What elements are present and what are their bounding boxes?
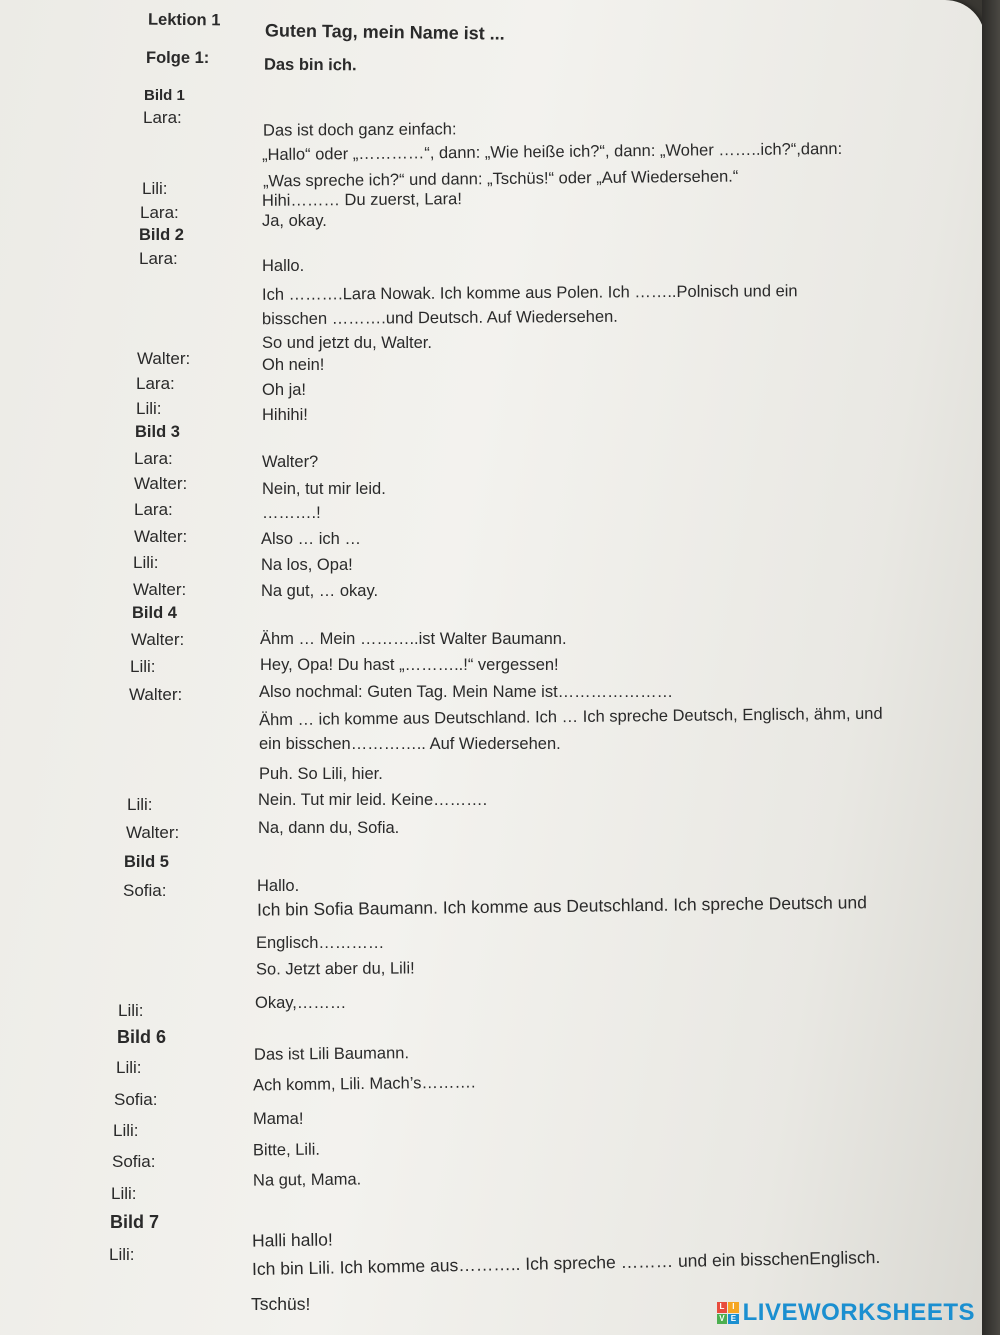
dialogue-line: Walter? [262,453,319,471]
dialogue-line: Das ist Lili Baumann. [253,1044,410,1064]
liveworksheets-logo-icon [717,1302,739,1324]
speaker-label: Walter: [137,349,191,368]
speaker-label: Lili: [118,1001,144,1020]
dialogue-line: Hihi……… Du zuerst, Lara! [261,190,462,210]
dialogue-line: Also nochmal: Guten Tag. Mein Name ist………………… [259,683,674,701]
dialogue-line: Nein. Tut mir leid. Keine………. [258,791,488,809]
dialogue-line: „Was spreche ich?“ und dann: „Tschüs!“ oder „Auf Wiedersehen.“ [262,167,739,191]
lektion-label: Lektion 1 [147,10,221,30]
dialogue-line: „Hallo“ oder „…………“, dann: „Wie heiße ich?“, dann: „Woher ……..ich?“,dann: [261,139,843,165]
dialogue-line: Ich bin Lili. Ich komme aus……….. Ich spreche ……… und ein bisschenEnglisch. [251,1246,881,1280]
dialogue-line: Puh. So Lili, hier. [259,765,383,783]
dialogue-line: Ach komm, Lili. Mach’s………. [252,1073,476,1095]
bild-7-heading: Bild 7 [110,1212,160,1232]
dialogue-line: Ich bin Sofia Baumann. Ich komme aus Deutschland. Ich spreche Deutsch und [256,892,868,920]
dialogue-line: Hey, Opa! Du hast „………..!“ vergessen! [260,656,559,674]
speaker-label: Lara: [136,374,175,393]
folge-label: Folge 1: [146,49,210,67]
speaker-label: Lili: [142,179,168,198]
logo-letter: V [717,1314,728,1325]
dialogue-line: Ich ……….Lara Nowak. Ich komme aus Polen. Ich ……..Polnisch und ein [261,282,798,304]
logo-letter: E [728,1314,739,1325]
dialogue-line: Nein, tut mir leid. [262,480,386,498]
bild-4-heading: Bild 4 [132,604,177,622]
dialogue-line: Das ist doch ganz einfach: [262,120,457,140]
speaker-label: Walter: [134,527,188,546]
speaker-label: Lili: [116,1058,142,1077]
dialogue-line: Ähm … ich komme aus Deutschland. Ich … Ich spreche Deutsch, Englisch, ähm, und [258,704,883,730]
dialogue-line: bisschen ……….und Deutsch. Auf Wiedersehen. [261,307,618,329]
dialogue-line: Mama! [253,1110,304,1128]
dialogue-line: Bitte, Lili. [252,1140,321,1160]
dialogue-line: Ja, okay. [262,212,327,230]
dialogue-line: Ähm … Mein ………..ist Walter Baumann. [260,630,567,648]
dialogue-line: Na gut, Mama. [252,1170,362,1190]
logo-letter: I [728,1302,739,1313]
speaker-label: Lili: [127,795,153,814]
speaker-label: Lili: [113,1121,139,1140]
speaker-label: Lili: [133,553,159,572]
dialogue-line: Hallo. [257,877,300,895]
dialogue-line: Na, dann du, Sofia. [258,819,400,837]
dialogue-line: Oh ja! [262,381,307,399]
dialogue-line: So. Jetzt aber du, Lili! [255,959,415,979]
speaker-label: Lara: [143,108,182,127]
dialogue-line: Hallo. [262,257,305,275]
speaker-label: Walter: [133,580,187,599]
speaker-label: Lili: [136,399,162,418]
dialogue-line: Na los, Opa! [261,556,353,574]
liveworksheets-watermark [717,1299,975,1327]
dialogue-line: ……….! [262,504,321,522]
speaker-label: Walter: [126,823,180,842]
bild-3-heading: Bild 3 [135,423,180,441]
speaker-label: Lara: [140,203,179,222]
speaker-label: Walter: [129,685,183,704]
speaker-label: Lili: [111,1184,137,1203]
speaker-label: Lara: [139,249,178,268]
speaker-label: Lara: [134,500,173,519]
speaker-label: Lili: [109,1245,135,1264]
bild-1-heading: Bild 1 [144,87,185,104]
speaker-label: Lili: [130,657,156,676]
logo-letter: L [717,1302,728,1313]
dialogue-line: Okay,……… [255,994,347,1012]
background-edge [982,0,1000,1335]
folge-title: Das bin ich. [263,55,357,75]
speaker-label: Walter: [134,474,188,493]
bild-2-heading: Bild 2 [139,226,184,244]
liveworksheets-logo-text: LIVEWORKSHEETS [742,1299,975,1326]
dialogue-line: Also … ich … [261,530,361,548]
speaker-label: Walter: [131,630,185,649]
dialogue-line: Englisch………… [256,934,385,952]
speaker-label: Sofia: [112,1152,156,1171]
speaker-label: Sofia: [114,1090,158,1109]
dialogue-line: Tschüs! [251,1294,311,1314]
bild-5-heading: Bild 5 [124,853,169,871]
dialogue-line: ein bisschen………….. Auf Wiedersehen. [259,735,561,753]
dialogue-line: Hihihi! [262,406,308,424]
dialogue-line: Halli hallo! [251,1229,333,1251]
dialogue-line: Na gut, … okay. [261,582,379,600]
dialogue-line: So und jetzt du, Walter. [262,334,432,352]
speaker-label: Sofia: [123,881,167,900]
lektion-title: Guten Tag, mein Name ist ... [264,20,505,44]
bild-6-heading: Bild 6 [117,1027,167,1047]
speaker-label: Lara: [134,449,173,468]
dialogue-line: Oh nein! [262,356,325,374]
